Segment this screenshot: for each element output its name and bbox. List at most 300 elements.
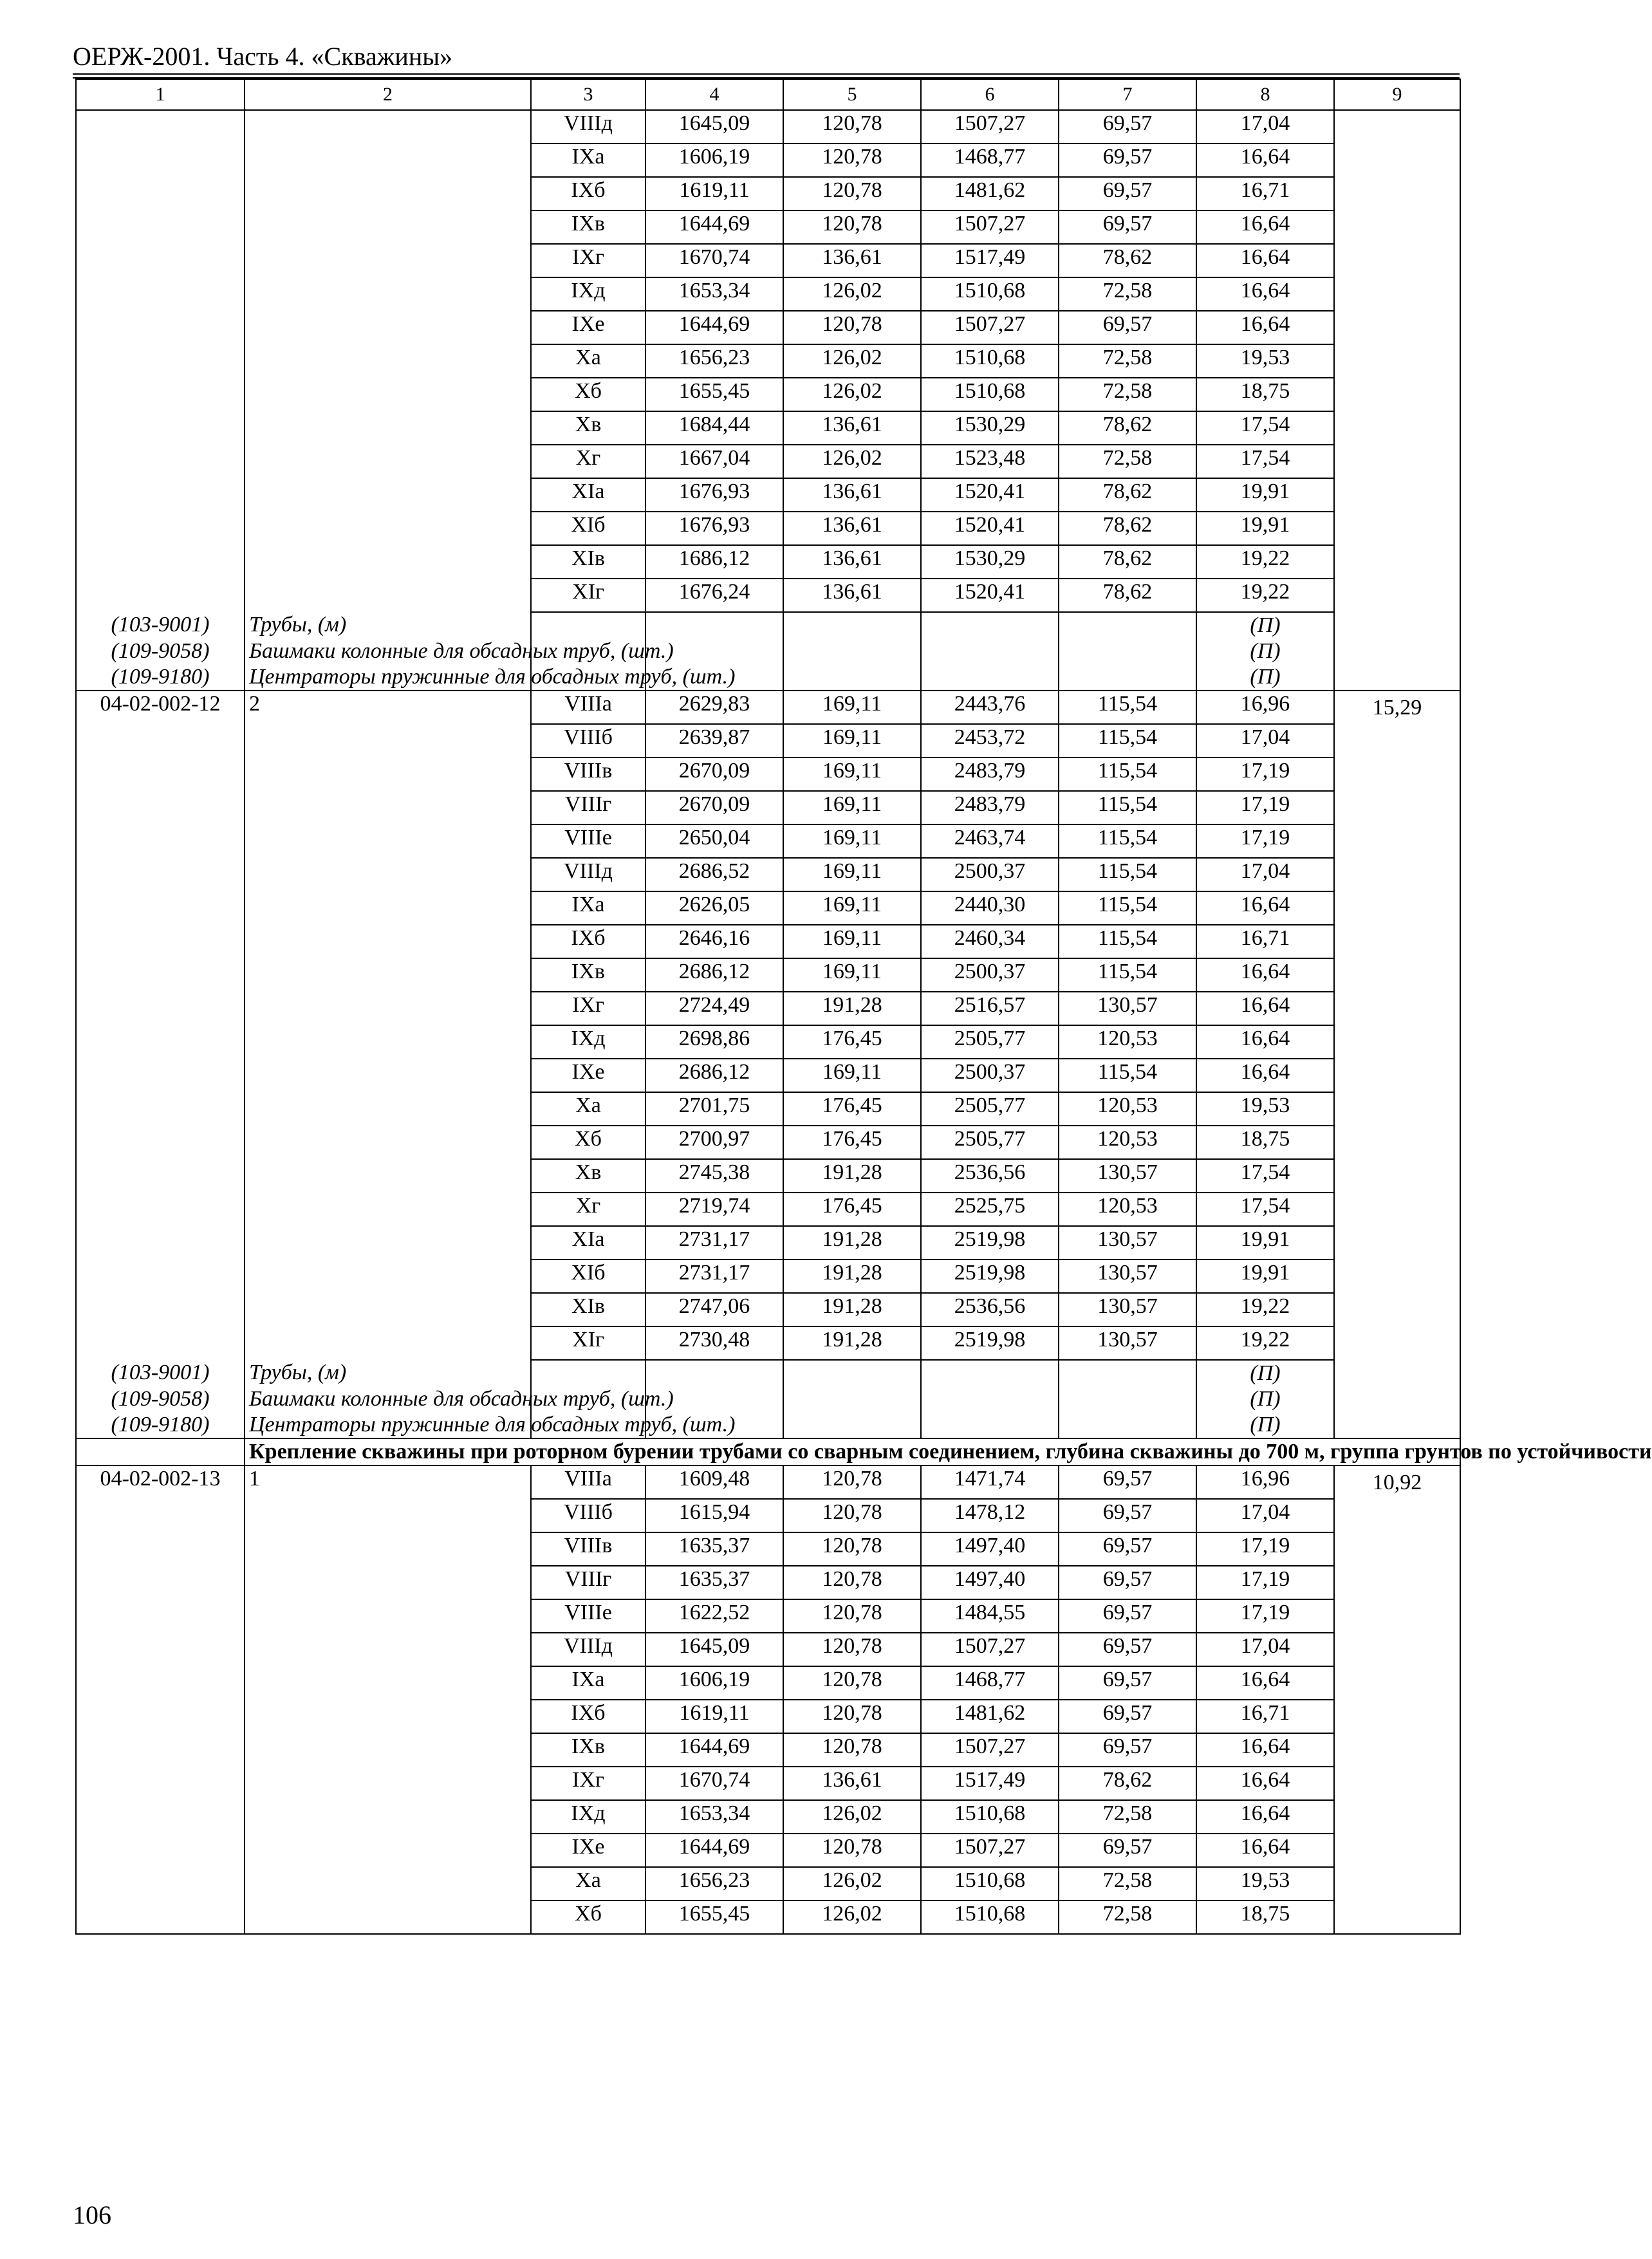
total-cost-cell: 2731,17	[645, 1260, 783, 1293]
rate-code-empty	[76, 177, 245, 210]
rates-table	[75, 79, 1652, 1935]
value-cell: 18,75	[1196, 378, 1334, 411]
soil-group-cell: XIб	[531, 512, 645, 545]
wage-cell: 120,78	[783, 110, 921, 144]
machine-cell: 130,57	[1059, 1293, 1196, 1326]
rate-code-empty	[76, 1059, 245, 1092]
rate-extra-empty	[1334, 1159, 1460, 1193]
machine-cell: 72,58	[1059, 378, 1196, 411]
rate-extra-empty	[1334, 1633, 1460, 1666]
page-number: 106	[73, 2200, 111, 2229]
rate-name-empty	[245, 1733, 531, 1767]
table-row	[76, 1499, 1460, 1532]
machine-cell: 130,57	[1059, 1326, 1196, 1360]
rate-name-empty	[245, 1566, 531, 1599]
rate-code-empty	[76, 378, 245, 411]
rate-name-empty	[245, 579, 531, 612]
rate-code-empty	[76, 1700, 245, 1733]
rate-extra-empty	[1334, 638, 1460, 664]
wage-cell: 126,02	[783, 1800, 921, 1834]
rate-name: 1	[245, 1465, 531, 1499]
rate-extra-empty	[1334, 824, 1460, 858]
value-cell: 16,71	[1196, 925, 1334, 958]
value-cell: 19,22	[1196, 1326, 1334, 1360]
soil-group-cell: IXд	[531, 1025, 645, 1059]
rate-code-empty	[76, 244, 245, 277]
soil-group-cell: XIб	[531, 1260, 645, 1293]
value-cell: 16,64	[1196, 1059, 1334, 1092]
materials-cell: 1481,62	[921, 1700, 1059, 1733]
rate-extra-value	[1334, 110, 1460, 144]
rate-code-empty	[76, 344, 245, 378]
rate-extra-empty	[1334, 1599, 1460, 1633]
rate-code-empty	[76, 545, 245, 579]
rate-code-empty	[76, 1159, 245, 1193]
soil-group-cell: IXв	[531, 958, 645, 992]
wage-cell: 136,61	[783, 545, 921, 579]
soil-group-cell: IXе	[531, 1834, 645, 1867]
table-row	[76, 891, 1460, 925]
materials-cell: 2460,34	[921, 925, 1059, 958]
resource-empty-cell	[783, 664, 921, 691]
soil-group-cell: IXв	[531, 210, 645, 244]
soil-group-cell: Xа	[531, 1867, 645, 1901]
resource-empty-cell	[783, 612, 921, 638]
value-cell: 16,64	[1196, 1733, 1334, 1767]
rate-code-empty	[76, 891, 245, 925]
page-header-title: ОЕРЖ-2001. Часть 4. «Скважины»	[73, 42, 453, 71]
soil-group-cell: Xа	[531, 344, 645, 378]
table-row	[76, 1092, 1460, 1126]
materials-cell: 1468,77	[921, 1666, 1059, 1700]
value-cell: 17,19	[1196, 824, 1334, 858]
wage-cell: 136,61	[783, 478, 921, 512]
rate-extra-empty	[1334, 1666, 1460, 1700]
rate-extra-empty	[1334, 791, 1460, 824]
value-cell: 17,19	[1196, 758, 1334, 791]
table-row	[76, 1465, 1460, 1499]
rate-name-empty	[245, 1159, 531, 1193]
soil-group-cell: VIIIа	[531, 1465, 645, 1499]
resource-empty-cell	[921, 612, 1059, 638]
value-cell: 19,22	[1196, 579, 1334, 612]
total-cost-cell: 2686,52	[645, 858, 783, 891]
rate-name-empty	[245, 311, 531, 344]
rate-name-empty	[245, 1767, 531, 1800]
resource-empty-cell	[783, 1412, 921, 1438]
table-row	[76, 110, 1460, 144]
rate-name-empty	[245, 1800, 531, 1834]
column-number-cell: 1	[76, 79, 245, 110]
materials-cell: 1471,74	[921, 1465, 1059, 1499]
rate-code-empty	[76, 992, 245, 1025]
total-cost-cell: 2745,38	[645, 1159, 783, 1193]
materials-cell: 1507,27	[921, 311, 1059, 344]
rate-name-empty	[245, 1834, 531, 1867]
machine-cell: 72,58	[1059, 445, 1196, 478]
value-cell: 17,19	[1196, 1532, 1334, 1566]
materials-cell: 1510,68	[921, 378, 1059, 411]
wage-cell: 169,11	[783, 691, 921, 724]
value-cell: 16,64	[1196, 1666, 1334, 1700]
rate-code-empty	[76, 411, 245, 445]
rate-code-empty	[76, 1901, 245, 1934]
soil-group-cell: Xб	[531, 378, 645, 411]
resource-code: (103-9001)	[76, 612, 245, 638]
column-number-cell: 9	[1334, 79, 1460, 110]
soil-group-cell: IXг	[531, 244, 645, 277]
rate-extra-empty	[1334, 1386, 1460, 1412]
materials-cell: 2483,79	[921, 791, 1059, 824]
rate-extra-empty	[1334, 1092, 1460, 1126]
machine-cell: 69,57	[1059, 311, 1196, 344]
value-cell: 16,64	[1196, 992, 1334, 1025]
wage-cell: 191,28	[783, 1226, 921, 1260]
rate-code-empty	[76, 512, 245, 545]
machine-cell: 115,54	[1059, 724, 1196, 758]
rate-name-empty	[245, 244, 531, 277]
wage-cell: 120,78	[783, 1666, 921, 1700]
wage-cell: 169,11	[783, 958, 921, 992]
rate-name-empty	[245, 1193, 531, 1226]
machine-cell: 72,58	[1059, 1867, 1196, 1901]
soil-group-cell: XIа	[531, 1226, 645, 1260]
rate-name-empty	[245, 1499, 531, 1532]
table-row	[76, 724, 1460, 758]
machine-cell: 115,54	[1059, 858, 1196, 891]
table-row	[76, 1733, 1460, 1767]
rate-code-empty	[76, 1867, 245, 1901]
rate-extra-empty	[1334, 411, 1460, 445]
machine-cell: 78,62	[1059, 478, 1196, 512]
value-cell: 19,53	[1196, 1092, 1334, 1126]
materials-cell: 2500,37	[921, 858, 1059, 891]
resource-name: Башмаки колонные для обсадных труб, (шт.)	[245, 1386, 531, 1412]
machine-cell: 69,57	[1059, 110, 1196, 144]
rate-name-empty	[245, 277, 531, 311]
total-cost-cell: 1670,74	[645, 1767, 783, 1800]
total-cost-cell: 2700,97	[645, 1126, 783, 1159]
machine-cell: 115,54	[1059, 691, 1196, 724]
machine-cell: 69,57	[1059, 1733, 1196, 1767]
wage-cell: 120,78	[783, 1532, 921, 1566]
total-cost-cell: 2747,06	[645, 1293, 783, 1326]
materials-cell: 1468,77	[921, 144, 1059, 177]
total-cost-cell: 1655,45	[645, 378, 783, 411]
rate-name-empty	[245, 1532, 531, 1566]
value-cell: 17,54	[1196, 1159, 1334, 1193]
table-row	[76, 758, 1460, 791]
rate-code-empty	[76, 445, 245, 478]
rate-code-empty	[76, 1126, 245, 1159]
rate-name-empty	[245, 1260, 531, 1293]
table-row	[76, 244, 1460, 277]
soil-group-cell: VIIIа	[531, 691, 645, 724]
resource-empty-cell	[783, 1360, 921, 1386]
rate-extra-empty	[1334, 1867, 1460, 1901]
rate-code-empty	[76, 925, 245, 958]
resource-mark: (П)	[1196, 1360, 1334, 1386]
wage-cell: 136,61	[783, 411, 921, 445]
resource-empty-cell	[921, 1412, 1059, 1438]
materials-cell: 1520,41	[921, 512, 1059, 545]
rate-name-empty	[245, 210, 531, 244]
wage-cell: 120,78	[783, 311, 921, 344]
soil-group-cell: XIг	[531, 1326, 645, 1360]
materials-cell: 2519,98	[921, 1260, 1059, 1293]
soil-group-cell: IXе	[531, 311, 645, 344]
total-cost-cell: 1645,09	[645, 1633, 783, 1666]
column-number-cell: 8	[1196, 79, 1334, 110]
column-number-header	[76, 79, 1460, 110]
value-cell: 17,54	[1196, 1193, 1334, 1226]
value-cell: 19,22	[1196, 545, 1334, 579]
total-cost-cell: 1676,24	[645, 579, 783, 612]
materials-cell: 2463,74	[921, 824, 1059, 858]
total-cost-cell: 1684,44	[645, 411, 783, 445]
wage-cell: 120,78	[783, 1733, 921, 1767]
wage-cell: 120,78	[783, 1834, 921, 1867]
materials-cell: 1507,27	[921, 1834, 1059, 1867]
value-cell: 17,04	[1196, 1499, 1334, 1532]
value-cell: 19,91	[1196, 512, 1334, 545]
materials-cell: 1523,48	[921, 445, 1059, 478]
materials-cell: 1484,55	[921, 1599, 1059, 1633]
machine-cell: 115,54	[1059, 925, 1196, 958]
soil-group-cell: Xа	[531, 1092, 645, 1126]
table-row	[76, 1566, 1460, 1599]
machine-cell: 115,54	[1059, 891, 1196, 925]
machine-cell: 72,58	[1059, 344, 1196, 378]
rate-code-empty	[76, 1226, 245, 1260]
total-cost-cell: 1619,11	[645, 177, 783, 210]
header-rule-top	[73, 73, 1460, 75]
wage-cell: 120,78	[783, 210, 921, 244]
table-row	[76, 1025, 1460, 1059]
rate-code-empty	[76, 1566, 245, 1599]
rate-extra-empty	[1334, 1901, 1460, 1934]
section-title-spacer	[76, 1438, 245, 1465]
table-row	[76, 1226, 1460, 1260]
rate-extra-empty	[1334, 144, 1460, 177]
wage-cell: 120,78	[783, 1499, 921, 1532]
rate-name-empty	[245, 1901, 531, 1934]
wage-cell: 191,28	[783, 992, 921, 1025]
machine-cell: 130,57	[1059, 1226, 1196, 1260]
rate-extra-empty	[1334, 992, 1460, 1025]
rate-code-empty	[76, 1834, 245, 1867]
total-cost-cell: 1667,04	[645, 445, 783, 478]
resource-empty-cell	[783, 1386, 921, 1412]
rate-name-empty	[245, 858, 531, 891]
value-cell: 16,64	[1196, 958, 1334, 992]
resource-code: (109-9058)	[76, 638, 245, 664]
machine-cell: 69,57	[1059, 210, 1196, 244]
wage-cell: 126,02	[783, 378, 921, 411]
soil-group-cell: IXв	[531, 1733, 645, 1767]
rate-code-empty	[76, 1260, 245, 1293]
materials-cell: 2500,37	[921, 1059, 1059, 1092]
value-cell: 17,04	[1196, 110, 1334, 144]
rate-code-empty	[76, 1633, 245, 1666]
table-row	[76, 1834, 1460, 1867]
column-number-row	[76, 79, 1460, 110]
materials-cell: 2536,56	[921, 1293, 1059, 1326]
materials-cell: 1478,12	[921, 1499, 1059, 1532]
machine-cell: 69,57	[1059, 1532, 1196, 1566]
resource-empty-cell	[531, 612, 645, 638]
rate-extra-empty	[1334, 925, 1460, 958]
resource-name: Трубы, (м)	[245, 1360, 531, 1386]
rate-name-empty	[245, 992, 531, 1025]
machine-cell: 115,54	[1059, 1059, 1196, 1092]
total-cost-cell: 1635,37	[645, 1566, 783, 1599]
table-row	[76, 411, 1460, 445]
materials-cell: 2536,56	[921, 1159, 1059, 1193]
resource-mark: (П)	[1196, 1386, 1334, 1412]
column-number-cell: 7	[1059, 79, 1196, 110]
resource-mark: (П)	[1196, 638, 1334, 664]
value-cell: 16,64	[1196, 1767, 1334, 1800]
materials-cell: 1507,27	[921, 1633, 1059, 1666]
total-cost-cell: 2686,12	[645, 1059, 783, 1092]
total-cost-cell: 1656,23	[645, 1867, 783, 1901]
soil-group-cell: Xб	[531, 1901, 645, 1934]
value-cell: 16,64	[1196, 1800, 1334, 1834]
rate-extra-empty	[1334, 1059, 1460, 1092]
table-row	[76, 1059, 1460, 1092]
total-cost-cell: 1622,52	[645, 1599, 783, 1633]
value-cell: 17,54	[1196, 411, 1334, 445]
table-row	[76, 1532, 1460, 1566]
machine-cell: 72,58	[1059, 1800, 1196, 1834]
table-row	[76, 1260, 1460, 1293]
rate-extra-empty	[1334, 177, 1460, 210]
rate-extra-empty	[1334, 277, 1460, 311]
value-cell: 16,96	[1196, 691, 1334, 724]
rate-extra-empty	[1334, 958, 1460, 992]
materials-cell: 1530,29	[921, 545, 1059, 579]
rate-extra-empty	[1334, 664, 1460, 691]
machine-cell: 78,62	[1059, 545, 1196, 579]
total-cost-cell: 2629,83	[645, 691, 783, 724]
rate-extra-empty	[1334, 545, 1460, 579]
table-row	[76, 1700, 1460, 1733]
section-title-row	[76, 1438, 1460, 1465]
total-cost-cell: 2639,87	[645, 724, 783, 758]
wage-cell: 126,02	[783, 277, 921, 311]
wage-cell: 169,11	[783, 1059, 921, 1092]
materials-cell: 2483,79	[921, 758, 1059, 791]
wage-cell: 169,11	[783, 791, 921, 824]
rate-extra-empty	[1334, 512, 1460, 545]
rate-name-empty	[245, 758, 531, 791]
wage-cell: 120,78	[783, 144, 921, 177]
rate-extra-empty	[1334, 1326, 1460, 1360]
value-cell: 16,64	[1196, 1025, 1334, 1059]
machine-cell: 72,58	[1059, 1901, 1196, 1934]
value-cell: 16,64	[1196, 210, 1334, 244]
section-title: Крепление скважины при роторном бурении трубами со сварным соединением, глубина скважины до 700 м, группа грунтов по устойчивости	[245, 1438, 1460, 1465]
soil-group-cell: IXа	[531, 144, 645, 177]
soil-group-cell: XIв	[531, 545, 645, 579]
total-cost-cell: 2698,86	[645, 1025, 783, 1059]
rate-extra-empty	[1334, 1499, 1460, 1532]
total-cost-cell: 2730,48	[645, 1326, 783, 1360]
soil-group-cell: VIIIд	[531, 858, 645, 891]
value-cell: 16,64	[1196, 244, 1334, 277]
soil-group-cell: IXе	[531, 1059, 645, 1092]
resource-empty-cell	[783, 638, 921, 664]
table-row	[76, 1126, 1460, 1159]
resource-row	[76, 638, 1460, 664]
total-cost-cell: 1606,19	[645, 144, 783, 177]
resource-mark: (П)	[1196, 612, 1334, 638]
soil-group-cell: VIIIв	[531, 758, 645, 791]
soil-group-cell: IXд	[531, 277, 645, 311]
soil-group-cell: VIIIе	[531, 1599, 645, 1633]
wage-cell: 191,28	[783, 1326, 921, 1360]
rate-name-empty	[245, 1293, 531, 1326]
value-cell: 16,64	[1196, 1834, 1334, 1867]
rate-extra-empty	[1334, 244, 1460, 277]
wage-cell: 169,11	[783, 724, 921, 758]
rate-extra-empty	[1334, 1360, 1460, 1386]
rate-name: 2	[245, 691, 531, 724]
value-cell: 17,19	[1196, 791, 1334, 824]
rate-code-empty	[76, 1599, 245, 1633]
wage-cell: 126,02	[783, 344, 921, 378]
soil-group-cell: IXб	[531, 177, 645, 210]
rate-code-empty	[76, 1767, 245, 1800]
total-cost-cell: 2719,74	[645, 1193, 783, 1226]
rate-code-empty	[76, 277, 245, 311]
rate-name-empty	[245, 1025, 531, 1059]
column-number-cell: 5	[783, 79, 921, 110]
resource-row	[76, 1386, 1460, 1412]
total-cost-cell: 2670,09	[645, 758, 783, 791]
resource-code: (103-9001)	[76, 1360, 245, 1386]
table-row	[76, 579, 1460, 612]
machine-cell: 115,54	[1059, 791, 1196, 824]
soil-group-cell: XIа	[531, 478, 645, 512]
total-cost-cell: 1644,69	[645, 1733, 783, 1767]
wage-cell: 120,78	[783, 1633, 921, 1666]
rate-name-empty	[245, 478, 531, 512]
machine-cell: 69,57	[1059, 1834, 1196, 1867]
materials-cell: 1507,27	[921, 210, 1059, 244]
rate-name-empty	[245, 1633, 531, 1666]
materials-cell: 1510,68	[921, 277, 1059, 311]
soil-group-cell: Xб	[531, 1126, 645, 1159]
resource-row	[76, 1412, 1460, 1438]
table-row	[76, 958, 1460, 992]
machine-cell: 78,62	[1059, 579, 1196, 612]
materials-cell: 2525,75	[921, 1193, 1059, 1226]
resource-row	[76, 1360, 1460, 1386]
rate-code-empty	[76, 758, 245, 791]
table-row	[76, 1633, 1460, 1666]
materials-cell: 1530,29	[921, 411, 1059, 445]
soil-group-cell: IXд	[531, 1800, 645, 1834]
wage-cell: 169,11	[783, 824, 921, 858]
rate-code-empty	[76, 1293, 245, 1326]
materials-cell: 2440,30	[921, 891, 1059, 925]
materials-cell: 2505,77	[921, 1126, 1059, 1159]
wage-cell: 176,45	[783, 1193, 921, 1226]
total-cost-cell: 2646,16	[645, 925, 783, 958]
soil-group-cell: IXа	[531, 891, 645, 925]
